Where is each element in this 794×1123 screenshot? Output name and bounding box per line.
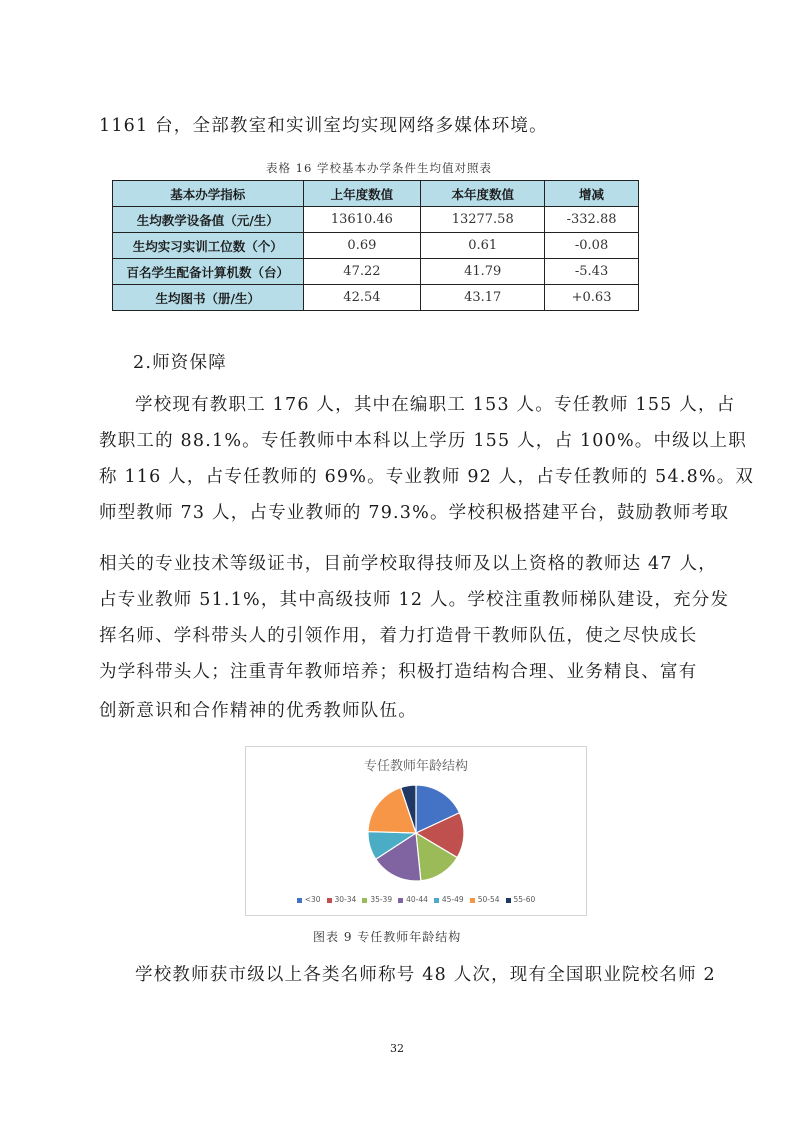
legend-swatch — [327, 898, 332, 903]
legend-label: 55-60 — [513, 895, 536, 904]
legend-swatch — [398, 898, 403, 903]
legend-swatch — [297, 898, 302, 903]
table-row — [113, 259, 639, 285]
legend-swatch — [362, 898, 367, 903]
legend-swatch — [470, 898, 475, 903]
paragraph-line: 相关的专业技术等级证书，目前学校取得技师及以上资格的教师达 47 人， — [99, 554, 717, 574]
legend-item — [327, 895, 357, 904]
legend-item — [470, 895, 500, 904]
chart-title: 专任教师年龄结构 — [363, 759, 468, 774]
paragraph-line: 称 116 人，占专任教师的 69%。专业教师 92 人，占专任教师的 54.8%。双 — [99, 467, 755, 487]
prev-value: 0.69 — [303, 233, 421, 259]
legend-item — [362, 895, 392, 904]
paragraph-line: 为学科带头人；注重青年教师培养；积极打造结构合理、业务精良、富有 — [99, 662, 698, 682]
row-label: 生均图书（册/生） — [113, 285, 304, 311]
header-indicator: 基本办学指标 — [113, 181, 304, 207]
conditions-table — [112, 180, 639, 311]
table-row — [113, 285, 639, 311]
header-change: 增减 — [545, 181, 639, 207]
curr-value: 43.17 — [421, 285, 545, 311]
curr-value: 0.61 — [421, 233, 545, 259]
chart-legend — [246, 895, 586, 904]
legend-label: <30 — [304, 895, 321, 904]
legend-item — [297, 895, 321, 904]
closing-text: 学校教师获市级以上各类名师称号 48 人次，现有全国职业院校名师 2 — [135, 965, 716, 985]
pie-svg — [246, 747, 586, 897]
pie-chart — [245, 746, 587, 916]
table-caption: 表格 16 学校基本办学条件生均值对照表 — [266, 161, 492, 175]
delta-value: -5.43 — [545, 259, 639, 285]
table-row — [113, 207, 639, 233]
delta-value: +0.63 — [545, 285, 639, 311]
legend-item — [434, 895, 464, 904]
intro-text: 1161 台，全部教室和实训室均实现网络多媒体环境。 — [99, 116, 548, 136]
paragraph-line: 学校现有教职工 176 人，其中在编职工 153 人。专任教师 155 人，占 — [135, 395, 736, 415]
curr-value: 41.79 — [421, 259, 545, 285]
prev-value: 13610.46 — [303, 207, 421, 233]
row-label: 生均实习实训工位数（个） — [113, 233, 304, 259]
legend-label: 45-49 — [441, 895, 464, 904]
paragraph-line: 教职工的 88.1%。专任教师中本科以上学历 155 人，占 100%。中级以上职 — [99, 431, 747, 451]
header-curr-year: 本年度数值 — [421, 181, 545, 207]
paragraph-line: 挥名师、学科带头人的引领作用，着力打造骨干教师队伍，使之尽快成长 — [99, 626, 698, 646]
paragraph-line: 占专业教师 51.1%，其中高级技师 12 人。学校注重教师梯队建设，充分发 — [99, 590, 730, 610]
delta-value: -332.88 — [545, 207, 639, 233]
row-label: 生均教学设备值（元/生） — [113, 207, 304, 233]
table-row — [113, 233, 639, 259]
paragraph-line: 创新意识和合作精神的优秀教师队伍。 — [99, 701, 417, 721]
delta-value: -0.08 — [545, 233, 639, 259]
table-header-row — [113, 181, 639, 207]
row-label: 百名学生配备计算机数（台） — [113, 259, 304, 285]
curr-value: 13277.58 — [421, 207, 545, 233]
chart-caption: 图表 9 专任教师年龄结构 — [313, 930, 462, 944]
legend-label: 30-34 — [334, 895, 357, 904]
paragraph-line: 师型教师 73 人，占专业教师的 79.3%。学校积极搭建平台，鼓励教师考取 — [99, 503, 730, 523]
legend-item — [506, 895, 536, 904]
section-heading: 2.师资保障 — [133, 353, 227, 373]
prev-value: 47.22 — [303, 259, 421, 285]
legend-label: 40-44 — [406, 895, 428, 904]
header-prev-year: 上年度数值 — [303, 181, 421, 207]
legend-label: 50-54 — [477, 895, 500, 904]
legend-swatch — [434, 898, 439, 903]
legend-label: 35-39 — [370, 895, 393, 904]
legend-item — [398, 895, 428, 904]
prev-value: 42.54 — [303, 285, 421, 311]
page-number: 32 — [390, 1042, 404, 1055]
legend-swatch — [506, 898, 511, 903]
